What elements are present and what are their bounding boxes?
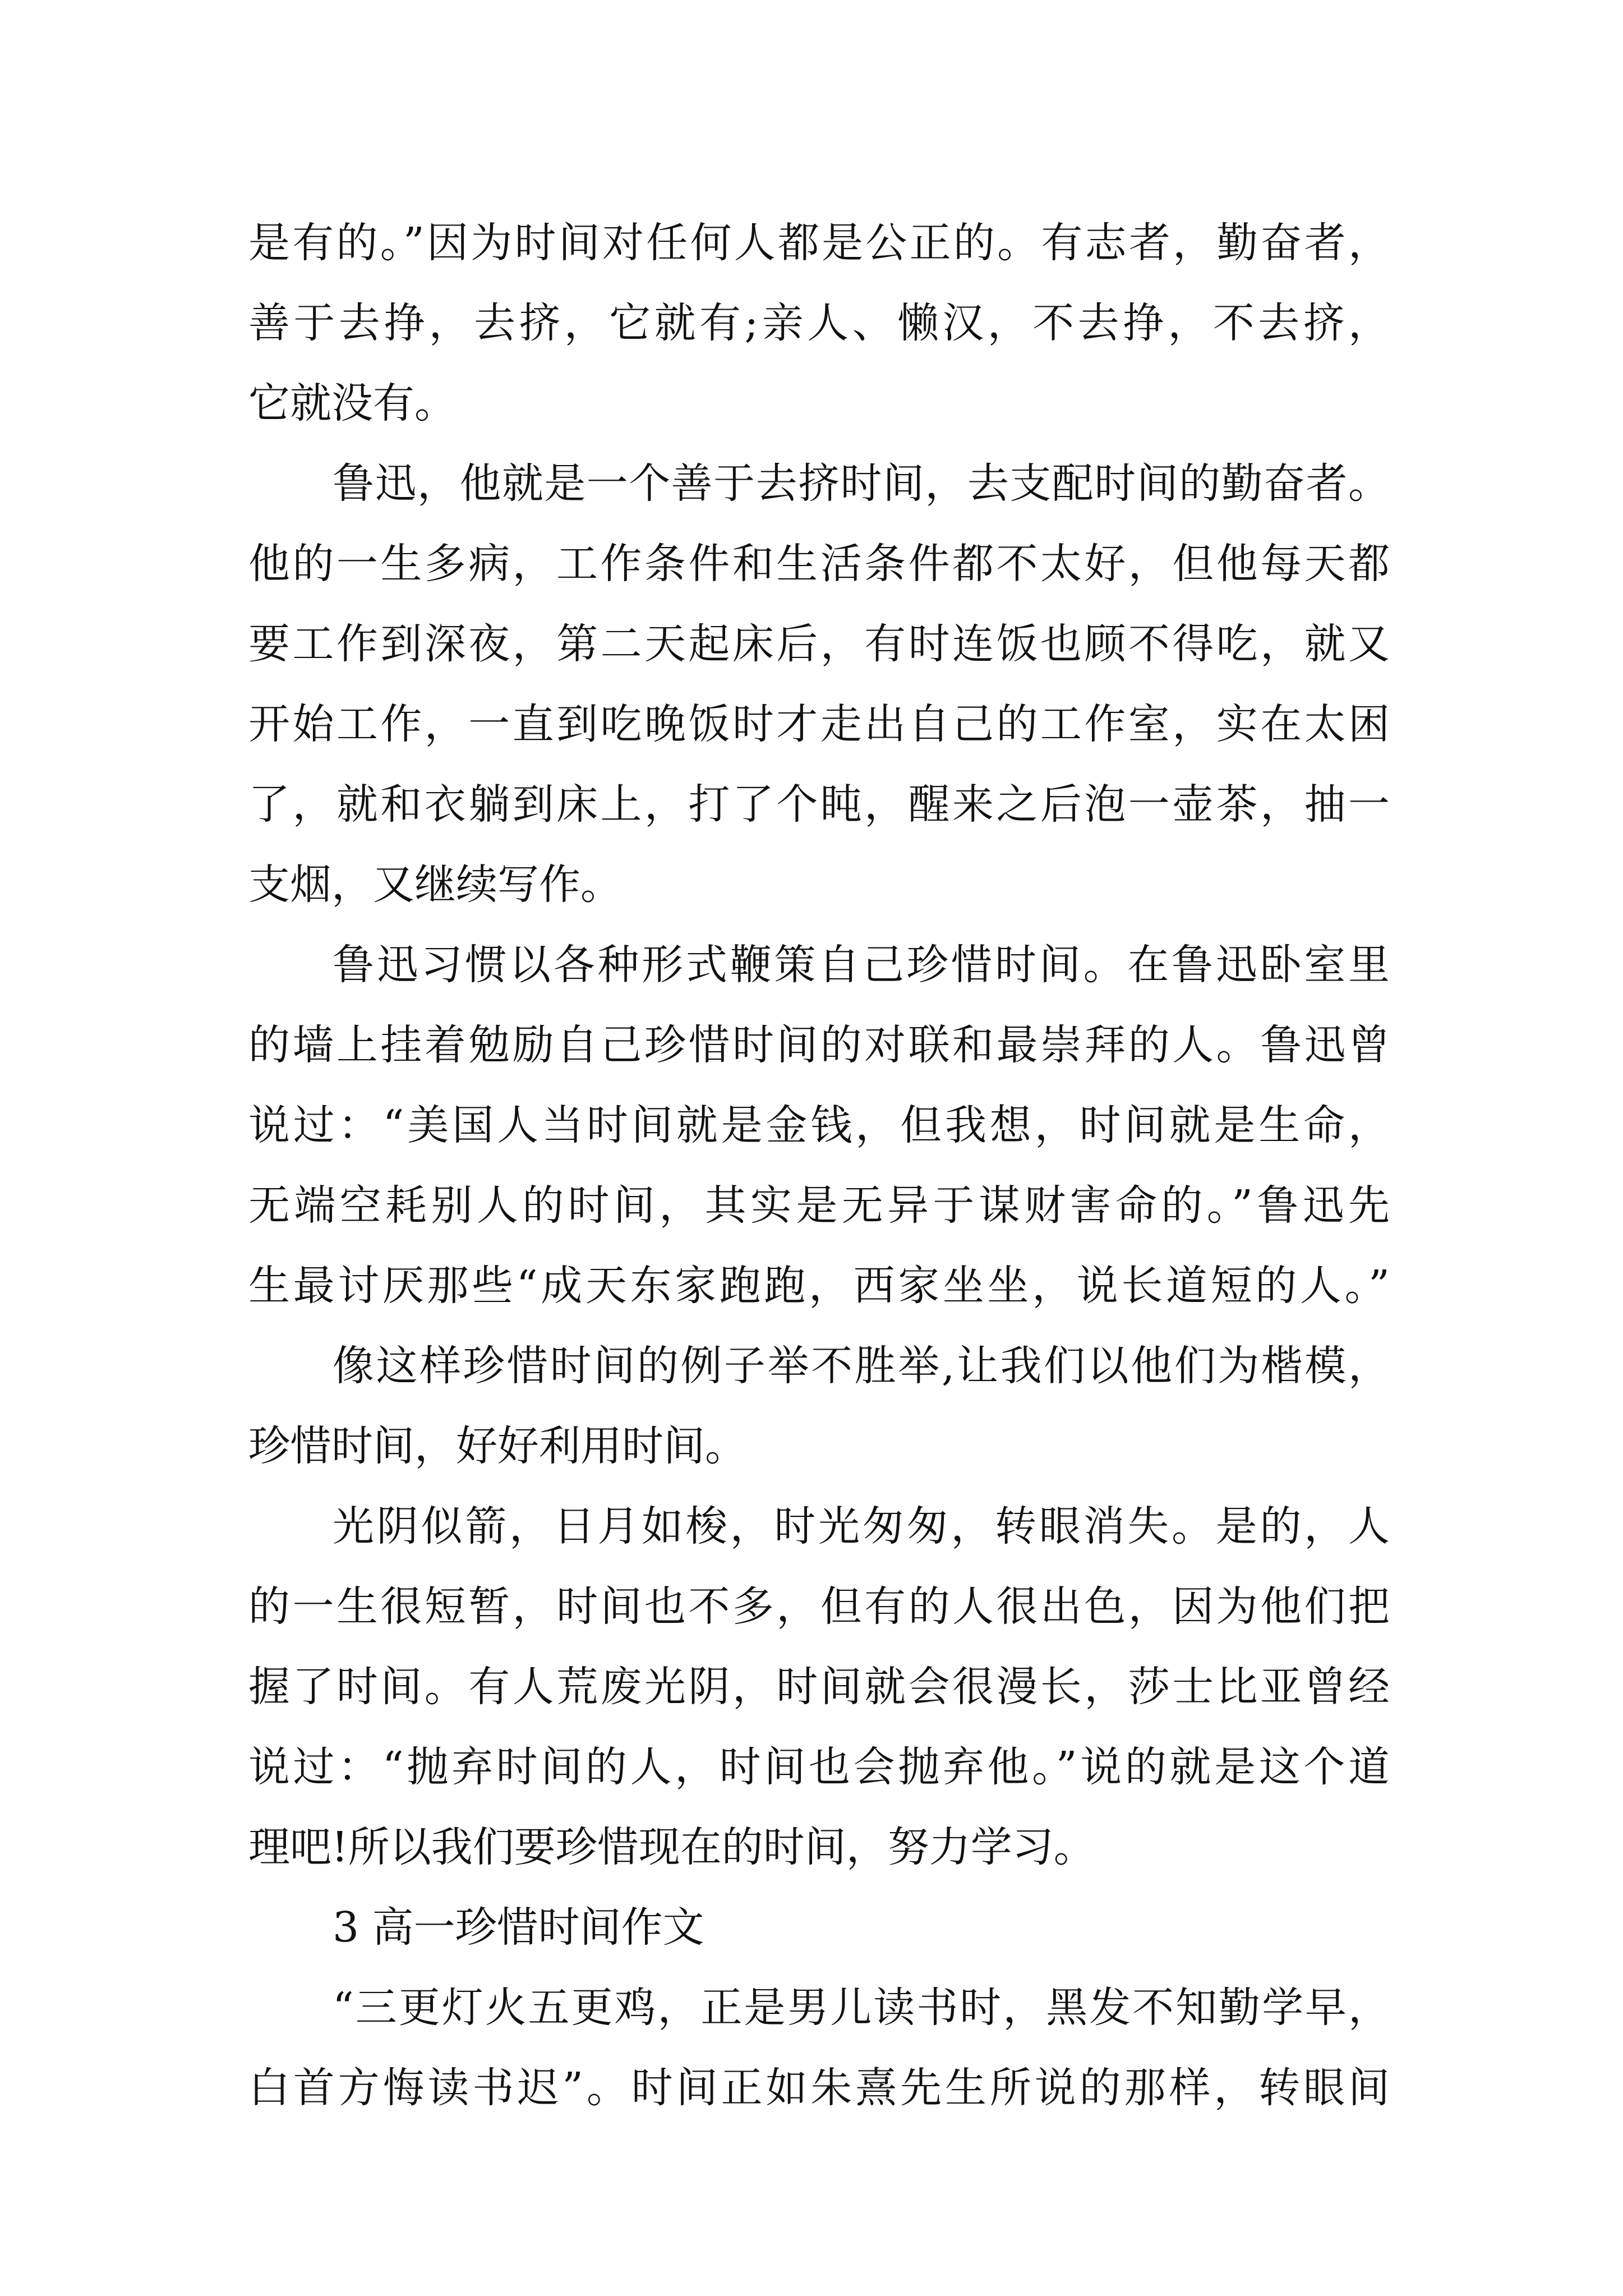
text-line: 要工作到深夜，第二天起床后，有时连饭也顾不得吃，就又 (248, 620, 1390, 668)
text-line: 支烟，又继续写作。 (248, 861, 622, 909)
text-line: 无端空耗别人的时间，其实是无异于谋财害命的。”鲁迅先 (248, 1181, 1390, 1230)
text-line: 说过：“美国人当时间就是金钱，但我想，时间就是生命， (248, 1101, 1390, 1149)
text-line: 善于去挣，去挤，它就有;亲人、懒汉，不去挣，不去挤， (248, 299, 1390, 347)
paragraph-start-line: 像这样珍惜时间的例子举不胜举,让我们以他们为楷模， (333, 1342, 1390, 1390)
text-line: 了，就和衣躺到床上，打了个盹，醒来之后泡一壶茶，抽一 (248, 780, 1390, 829)
text-line: 的一生很短暂，时间也不多，但有的人很出色，因为他们把 (248, 1582, 1390, 1631)
text-line: 是有的。”因为时间对任何人都是公正的。有志者，勤奋者， (248, 219, 1390, 267)
section-heading: 3 高一珍惜时间作文 (333, 1903, 704, 1952)
text-line: 珍惜时间，好好利用时间。 (248, 1422, 746, 1470)
document-body (248, 203, 1390, 2128)
text-line: 它就没有。 (248, 379, 456, 427)
paragraph-start-line: 鲁迅习惯以各种形式鞭策自己珍惜时间。在鲁迅卧室里 (333, 941, 1390, 989)
text-line: 握了时间。有人荒废光阴，时间就会很漫长，莎士比亚曾经 (248, 1663, 1390, 1711)
text-line: 白首方悔读书迟”。时间正如朱熹先生所说的那样，转眼间 (248, 2064, 1390, 2112)
text-line: 生最讨厌那些“成天东家跑跑，西家坐坐，说长道短的人。” (248, 1262, 1390, 1310)
paragraph-start-line: 鲁迅，他就是一个善于去挤时间，去支配时间的勤奋者。 (333, 459, 1390, 508)
text-line: 说过：“抛弃时间的人，时间也会抛弃他。”说的就是这个道 (248, 1743, 1390, 1791)
text-line: 的墙上挂着勉励自己珍惜时间的对联和最崇拜的人。鲁迅曾 (248, 1021, 1390, 1069)
text-line: 开始工作，一直到吃晚饭时才走出自己的工作室，实在太困 (248, 700, 1390, 748)
paragraph-start-line: “三更灯火五更鸡，正是男儿读书时，黑发不知勤学早， (333, 1984, 1390, 2032)
text-line: 理吧!所以我们要珍惜现在的时间，努力学习。 (248, 1823, 1095, 1871)
paragraph-start-line: 光阴似箭，日月如梭，时光匆匆，转眼消失。是的，人 (333, 1502, 1390, 1550)
text-line: 他的一生多病，工作条件和生活条件都不太好，但他每天都 (248, 540, 1390, 588)
